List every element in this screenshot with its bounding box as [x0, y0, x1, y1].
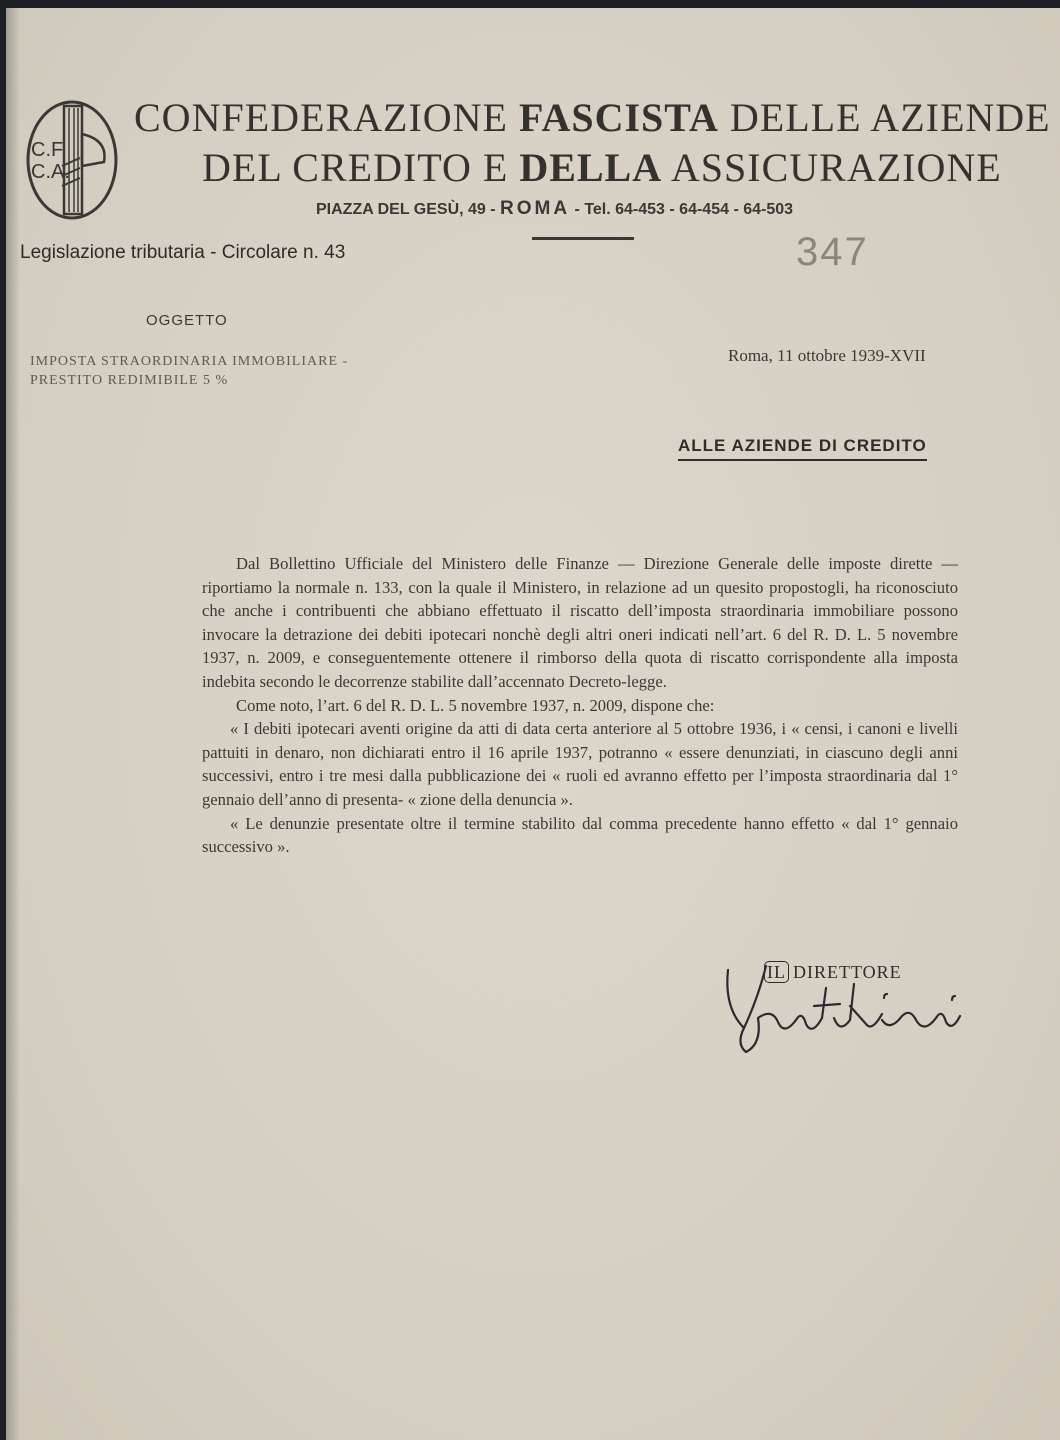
circular-reference: Legislazione tributaria - Circolare n. 43: [20, 242, 346, 263]
handwritten-signature: [706, 935, 976, 1058]
svg-text:C.F.: C.F.: [31, 139, 67, 161]
page-number: 347: [796, 230, 869, 274]
letter-body: [202, 552, 958, 859]
subject-line-2: PRESTITO REDIMIBILE 5 %: [30, 373, 229, 388]
signature-title: IL DIRETTORE: [764, 962, 902, 983]
binding-shadow: [6, 8, 20, 1440]
letterhead-divider: [532, 237, 634, 240]
paragraph: Dal Bollettino Ufficiale del Ministero delle Finanze — Direzione Generale delle imposte dirette — riportiamo la normale n. 133, con la quale il Ministero, in relazione ad un quesito propostogli, ha riconosciuto che anche i contribuenti che abbiano effettuato il riscatto dell’imposta straordinaria immobiliare possono invocare la detrazione dei debiti ipotecari nonchè degli altri oneri indicati nell’art. 6 del R. D. L. 5 novembre 1937, n. 2009, e conseguentemente ottenere il rimborso della quota di riscatto corrispondente alla imposta indebita secondo le decorrenze stabilite dall’accennato Decreto-legge.: [202, 554, 958, 691]
letterhead-line-1: CONFEDERAZIONE FASCISTA DELLE AZIENDE: [134, 95, 1051, 140]
quoted-article: « Le denunzie presentate oltre il termine stabilito dal comma precedente hanno effetto « dal 1° gennaio successivo ».: [202, 813, 958, 857]
svg-text:C.A.: C.A.: [31, 161, 70, 183]
paragraph: Come noto, l’art. 6 del R. D. L. 5 novembre 1937, n. 2009, dispone che:: [236, 695, 715, 715]
svg-text:Giustiniani: Giustiniani: [706, 935, 778, 952]
document-page: [6, 8, 1060, 1440]
recipient: ALLE AZIENDE DI CREDITO: [678, 436, 927, 461]
subject-text: [30, 352, 348, 390]
letterhead-address: PIAZZA DEL GESÙ, 49 - ROMA - Tel. 64-453 - 64-454 - 64-503: [316, 198, 794, 219]
subject-line-1: IMPOSTA STRAORDINARIA IMMOBILIARE -: [30, 354, 349, 369]
confederation-emblem-icon: [24, 96, 120, 222]
letter-date: Roma, 11 ottobre 1939-XVII: [728, 346, 926, 365]
subject-label: OGGETTO: [146, 312, 228, 329]
quoted-article: « I debiti ipotecari aventi origine da atti di data certa anteriore al 5 ottobre 1936, i « censi, i canoni e livelli pattuiti in denaro, non dichiarati entro il 16 aprile 1937, potranno « essere denunziati, in ciascuno degli anni successivi, entro i tre mesi dalla pubblicazione dei « ruoli ed avranno effetto per l’imposta straordinaria dal 1° gennaio dell’anno di presenta- « zione della denuncia ».: [202, 719, 958, 809]
letterhead-line-2: DEL CREDITO E DELLA ASSICURAZIONE: [202, 145, 1002, 190]
